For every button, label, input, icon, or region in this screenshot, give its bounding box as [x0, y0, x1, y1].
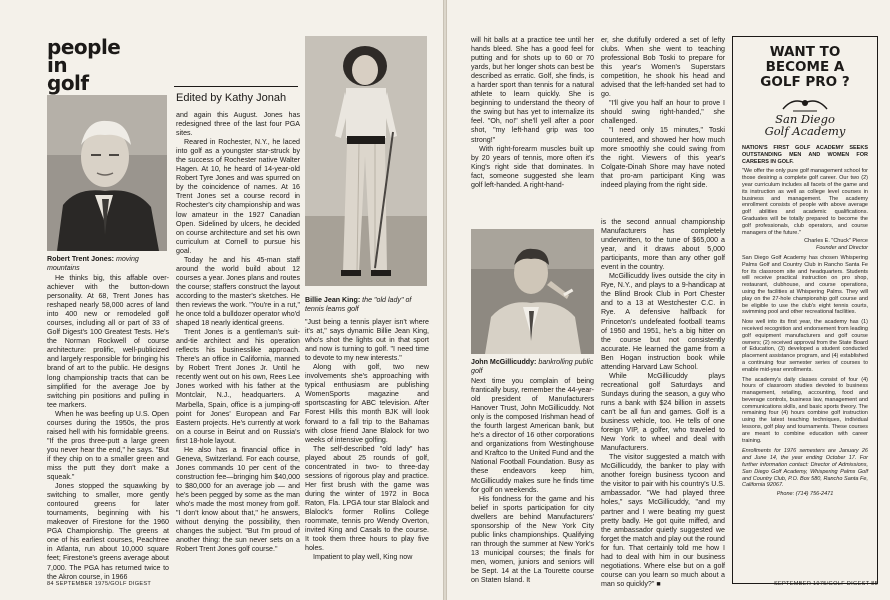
paragraph: is the second annual championship Manufacturers has completely underwritten, to the tune of $65,000 a year, and it draws about 5,000 participants, more than any other golf event in the country.	[601, 218, 725, 272]
paragraph: Along with golf, two new involvements she's approaching with typical enthusiasm are publishing WomenSports magazine and sportscasting for ABC television. After Forest Hills this month BJK will look forward to a fall trip to the Bahamas with close friend Jane Blalock for two weeks of intensive golfing.	[305, 363, 429, 444]
title-line: in	[47, 53, 68, 77]
academy-brand	[733, 113, 877, 137]
page-folio-left: 84 SEPTEMBER 1975/GOLF DIGEST	[47, 581, 152, 587]
article-column-1	[47, 274, 169, 582]
caption-name: Robert Trent Jones:	[47, 255, 115, 263]
photo-billie-jean-king	[305, 36, 427, 286]
byline-rule	[174, 86, 298, 87]
paragraph: Impatient to play well, King now	[313, 553, 413, 562]
ad-closing: Enrollments for 1976 semesters are January 26 and June 14, the year ending October 17. For further information contact: Director of Admissions, San Diego Golf Academy, Whispering Palms Golf and Country Club, P.O. Box 580, Rancho Santa Fe, California 92067.	[742, 448, 868, 489]
title-line: people	[47, 35, 121, 59]
paragraph: Trent Jones is a gentleman's suit-and-tie architect and his operation reflects his businesslike approach. There's an office in California, manned by Robert Trent Jones Jr. Until he recently went out on his own, Rees Lee Jones worked with his father at the Montclair, N.J., headquarters. A Marbella, Spain, office is a jumping-off point for Jones' European and Far Eastern projects. He's currently at work on a course in Beirut and on Russia's first 18-hole layout.	[176, 328, 300, 445]
photo-john-mcgillicuddy	[471, 229, 594, 354]
photo1-caption	[47, 255, 169, 273]
paragraph: Reared in Rochester, N.Y., he laced into golf as a youngster star-struck by the success of Rochester native Walter Hagen. At 10, he heard of 14-year-old Robert Tyre Jones and was spurred on by the coincidence of names. At 16 Trent Jones set a course record in Rochester's city championship and was low amateur in the 1927 Canadian Open. Sidelined by ulcers, he decided on course architecture and set his own curriculum at Cornell to pursue his goal.	[176, 138, 300, 255]
paragraph: "I'll give you half an hour to prove I should swing right-handed," she challenged.	[601, 99, 725, 126]
article-column-6	[471, 377, 594, 585]
paragraph: "I need only 15 minutes," Toski countered, and showed her how much more smoothly she could swing from the right. Viewers of this year's Colgate-Dinah Shore may have noted that pro-am participant King was indeed playing from the right side.	[601, 126, 725, 189]
caption-desc: the "old lady" of tennis learns golf	[305, 296, 412, 313]
paragraph: McGillicuddy lives outside the city in Rye, N.Y., and plays to a 9-handicap at the Blind Brook Club in Port Chester and to a 13 at Westchester C.C. in Rye. A defensive halfback for Princeton's undefeated football teams of 1950 and 1951, he's a big hitter on the course but not consistently accurate. He learned the game from a Ben Hogan instruction book while attending Harvard Law School.	[601, 272, 725, 371]
section-title	[47, 35, 121, 95]
article-column-4	[471, 36, 594, 190]
ad-signature-title: Founder and Director	[816, 245, 868, 252]
right-page	[447, 0, 890, 600]
paragraph: Now well into its first year, the academy has (1) received recognition and endorsement from leading golf equipment manufacturers and golf course owners; (2) received approval from the State Board of Education, (3) developed a student conducted placement assistance program, and (4) established a continuing four semester series of courses to enable mid-year enrollments.	[742, 319, 868, 373]
caption-desc: bankrolling public golf	[471, 358, 594, 375]
photo3-caption	[471, 358, 595, 376]
paragraph: His fondness for the game and his belief in sports participation for city dwellers are behind Manufacturers' sponsorship of the New York City public links championships. Qualifying ran through the summer at New York's 13 municipal courses; the finals for men, women, juniors and seniors will be Sept. 14 at the La Tourette course on Staten Island. It	[471, 494, 594, 585]
article-column-7	[601, 218, 725, 589]
ad-phone: Phone: (714) 756-2471	[776, 491, 834, 498]
paragraph: Jones stopped the squawking by switching to smaller, more gently contoured greens for later tournaments, beginning with his makeover of Firestone for the 1960 PGA Championship. The greens at one of his earliest courses, Peachtree in Atlanta, run about 10,000 square feet; Firestone's greens average about 7,000. The PGA has returned twice to the Akron course, in 1966	[47, 482, 169, 581]
left-page	[0, 0, 443, 600]
ad-headline-line: WANT TO	[769, 44, 841, 60]
ad-lead: NATION'S FIRST GOLF ACADEMY SEEKS OUTSTANDING MEN AND WOMEN FOR CAREERS IN GOLF.	[742, 145, 868, 165]
article-column-2	[176, 111, 300, 554]
paragraph: "Just being a tennis player isn't where it's at," says dynamic Billie Jean King, who's shot the lights out in that sport and now is turning to golf. "I need time to devote to my new interests."	[305, 318, 429, 363]
ad-headline-line: BECOME A	[765, 59, 845, 75]
paragraph: He thinks big, this affable over-achiever with the button-down personality. At 68, Trent Jones has reshaped nearly 58,000 acres of land into 400 new or remodeled golf courses, including all or part of 33 of Golf Digest's 100 Greatest Tests. He's the Norman Rockwell of course architecture: prolific, well-publicized and largely responsible for bringing his brand of art to the public. He designs long championship tracts that can be simplified for the average Joe by switching pin positions and pulling in tee markers.	[47, 274, 169, 409]
ad-body	[742, 145, 868, 498]
ad-quote: "We offer the only pure golf management school for those desiring a complete golf career. Our two (2) year curriculum includes all facets of the game and its instruction as well as college level courses in business and management. The academy enrollment consists of people with above average golf abilities and academic qualifications. Graduates will be totally prepared to become the golf professionals, club operators, and course managers of the future."	[742, 168, 868, 236]
paragraph: The self-described "old lady" has played about 25 rounds of golf, concentrated in two- to three-day sessions of rigorous play and practice. Her first brush with the game was during the winter of 1972 in Boca Raton, Fla. LPGA tour star Blalock and Blalock's former Rollins College roommate, tennis pro Wendy Overton, invited King and Casals to the course. It took them three hours to play five holes.	[305, 444, 429, 553]
paragraph: While McGillicuddy plays recreational golf Saturdays and Sundays during the season, a guy who runs a bank with $24 billion in assets can't be all fun and games. Golf is a business vehicle, too. He tells of one foreign VIP, a golfer, who traveled to New York to wheel and deal with Manufacturers.	[601, 371, 725, 453]
caption-name: John McGillicuddy:	[471, 358, 537, 366]
paragraph: He also has a financial office in Geneva, Switzerland. For each course, Jones commands 10 per cent of the construction fee—bringing him $40,000 to $80,000 for an average job — and he's been pegged by some as the man who's made the most money from golf. "I don't know about that," he answers, without denying the possibility, then changes the subject. "But I'm proud of another thing: the sun never sets on a Robert Trent Jones golf course."	[176, 445, 300, 554]
title-line: golf	[47, 71, 89, 95]
paragraph: When he was beefing up U.S. Open courses during the 1950s, the pros raised hell with his formidable greens. "If the pros three-putt a large green you never hear the end," he says. "But if they chip on to a smaller green and miss the putt they don't make a squeak."	[47, 409, 169, 482]
paragraph: and again this August. Jones has redesigned three of the last four PGA sites.	[176, 111, 300, 138]
ad-signature-name: Charles E. "Chuck" Pierce	[804, 238, 868, 245]
ad-headline	[733, 45, 877, 90]
byline: Edited by Kathy Jonah	[176, 92, 287, 104]
golf-academy-advertisement	[732, 36, 878, 584]
paragraph: The academy's daily classes consist of four (4) hours of classroom studies devoted to business management, retailing, accounting, food and beverage controls, business law, management and communications skills, and basic sports theory. The remaining four (4) hours combine golf instruction using the latest teaching techniques, individual lessons, golf play and tournaments. These courses are meant to combine education with career training.	[742, 376, 868, 444]
paragraph: San Diego Golf Academy has chosen Whispering Palms Golf and Country Club in Rancho Santa Fe for its classroom site and headquarters. Students will receive practical instruction on pro shop, restaurant, clubhouse, and course operations, using the facilities at Whispering Palms. They will play on the 27-hole championship golf course and be eligible to use the club's eight tennis courts, swimming pool and other recreational facilities.	[742, 254, 868, 316]
page-folio-right: SEPTEMBER 1975/GOLF DIGEST 85	[773, 581, 878, 587]
caption-desc: moving mountains	[47, 255, 139, 272]
ad-headline-line: GOLF PRO ?	[760, 74, 850, 90]
caption-name: Billie Jean King:	[305, 296, 361, 304]
brand-line: San Diego	[775, 112, 835, 126]
photo2-caption	[305, 296, 427, 314]
photo-robert-trent-jones	[47, 95, 167, 251]
paragraph: will hit balls at a practice tee until her hands bleed. She has a good feel for putting and for shots up to 60 or 70 yards, but her longer shots can best be described as erratic. Golf, she finds, is a harder sport than tennis for a natural athlete to learn quickly. She is beginning to understand the theory of the swing but has yet to internalize its feel. "Oh, no!" she'll yell after a poor shot, "my left-hand grip was too strong!"	[471, 36, 594, 144]
paragraph: Next time you complain of being frantically busy, remember the 44-year-old president of Manufacturers Hanover Trust, John McGillicuddy. Not only is the composed Irishman head of the fourth largest American bank, but he's a director of 16 other corporations and organizations from Westinghouse and Kraftco to the United Fund and the National Football Foundation. Busy as these endeavors keep him, McGillicuddy makes sure he finds time for golf on weekends.	[471, 377, 594, 494]
article-column-5	[601, 36, 725, 190]
article-column-3	[305, 318, 429, 562]
paragraph: The visitor suggested a match with McGillicuddy, the banker to play with another foreign business tycoon and the visitor to pair with his country's U.S. ambassador. "We had played three holes," says McGillicuddy, "and my partner and I were beating my guest pretty badly. He got quite miffed, and the ambassador quietly suggested we forget the match and play out the round for fun. That certainly told me how I had to deal with him in our business negotiations. Where else but on a golf course can you learn so much about a man so quickly?" ■	[601, 453, 725, 588]
paragraph: Today he and his 45-man staff around the world build about 12 courses a year. Jones plans and routes the course; staffers construct the layout according to the master's sketches. He then reviews the work. "You're in a rut," he once told a bulldozer operator who'd shaped 18 nearly identical greens.	[176, 255, 301, 328]
brand-line: Golf Academy	[764, 124, 846, 138]
paragraph: With right-forearm muscles built up by 20 years of tennis, more often it's King's right side that dominates. In fact, someone suggested she learn golf left-handed. A right-hand-	[471, 144, 594, 189]
paragraph: er, she dutifully ordered a set of lefty clubs. When she went to teaching professional Bob Toski to prepare for this year's Women's Superstars competition, he shook his head and advised that the left-handed set had to go.	[601, 36, 725, 99]
